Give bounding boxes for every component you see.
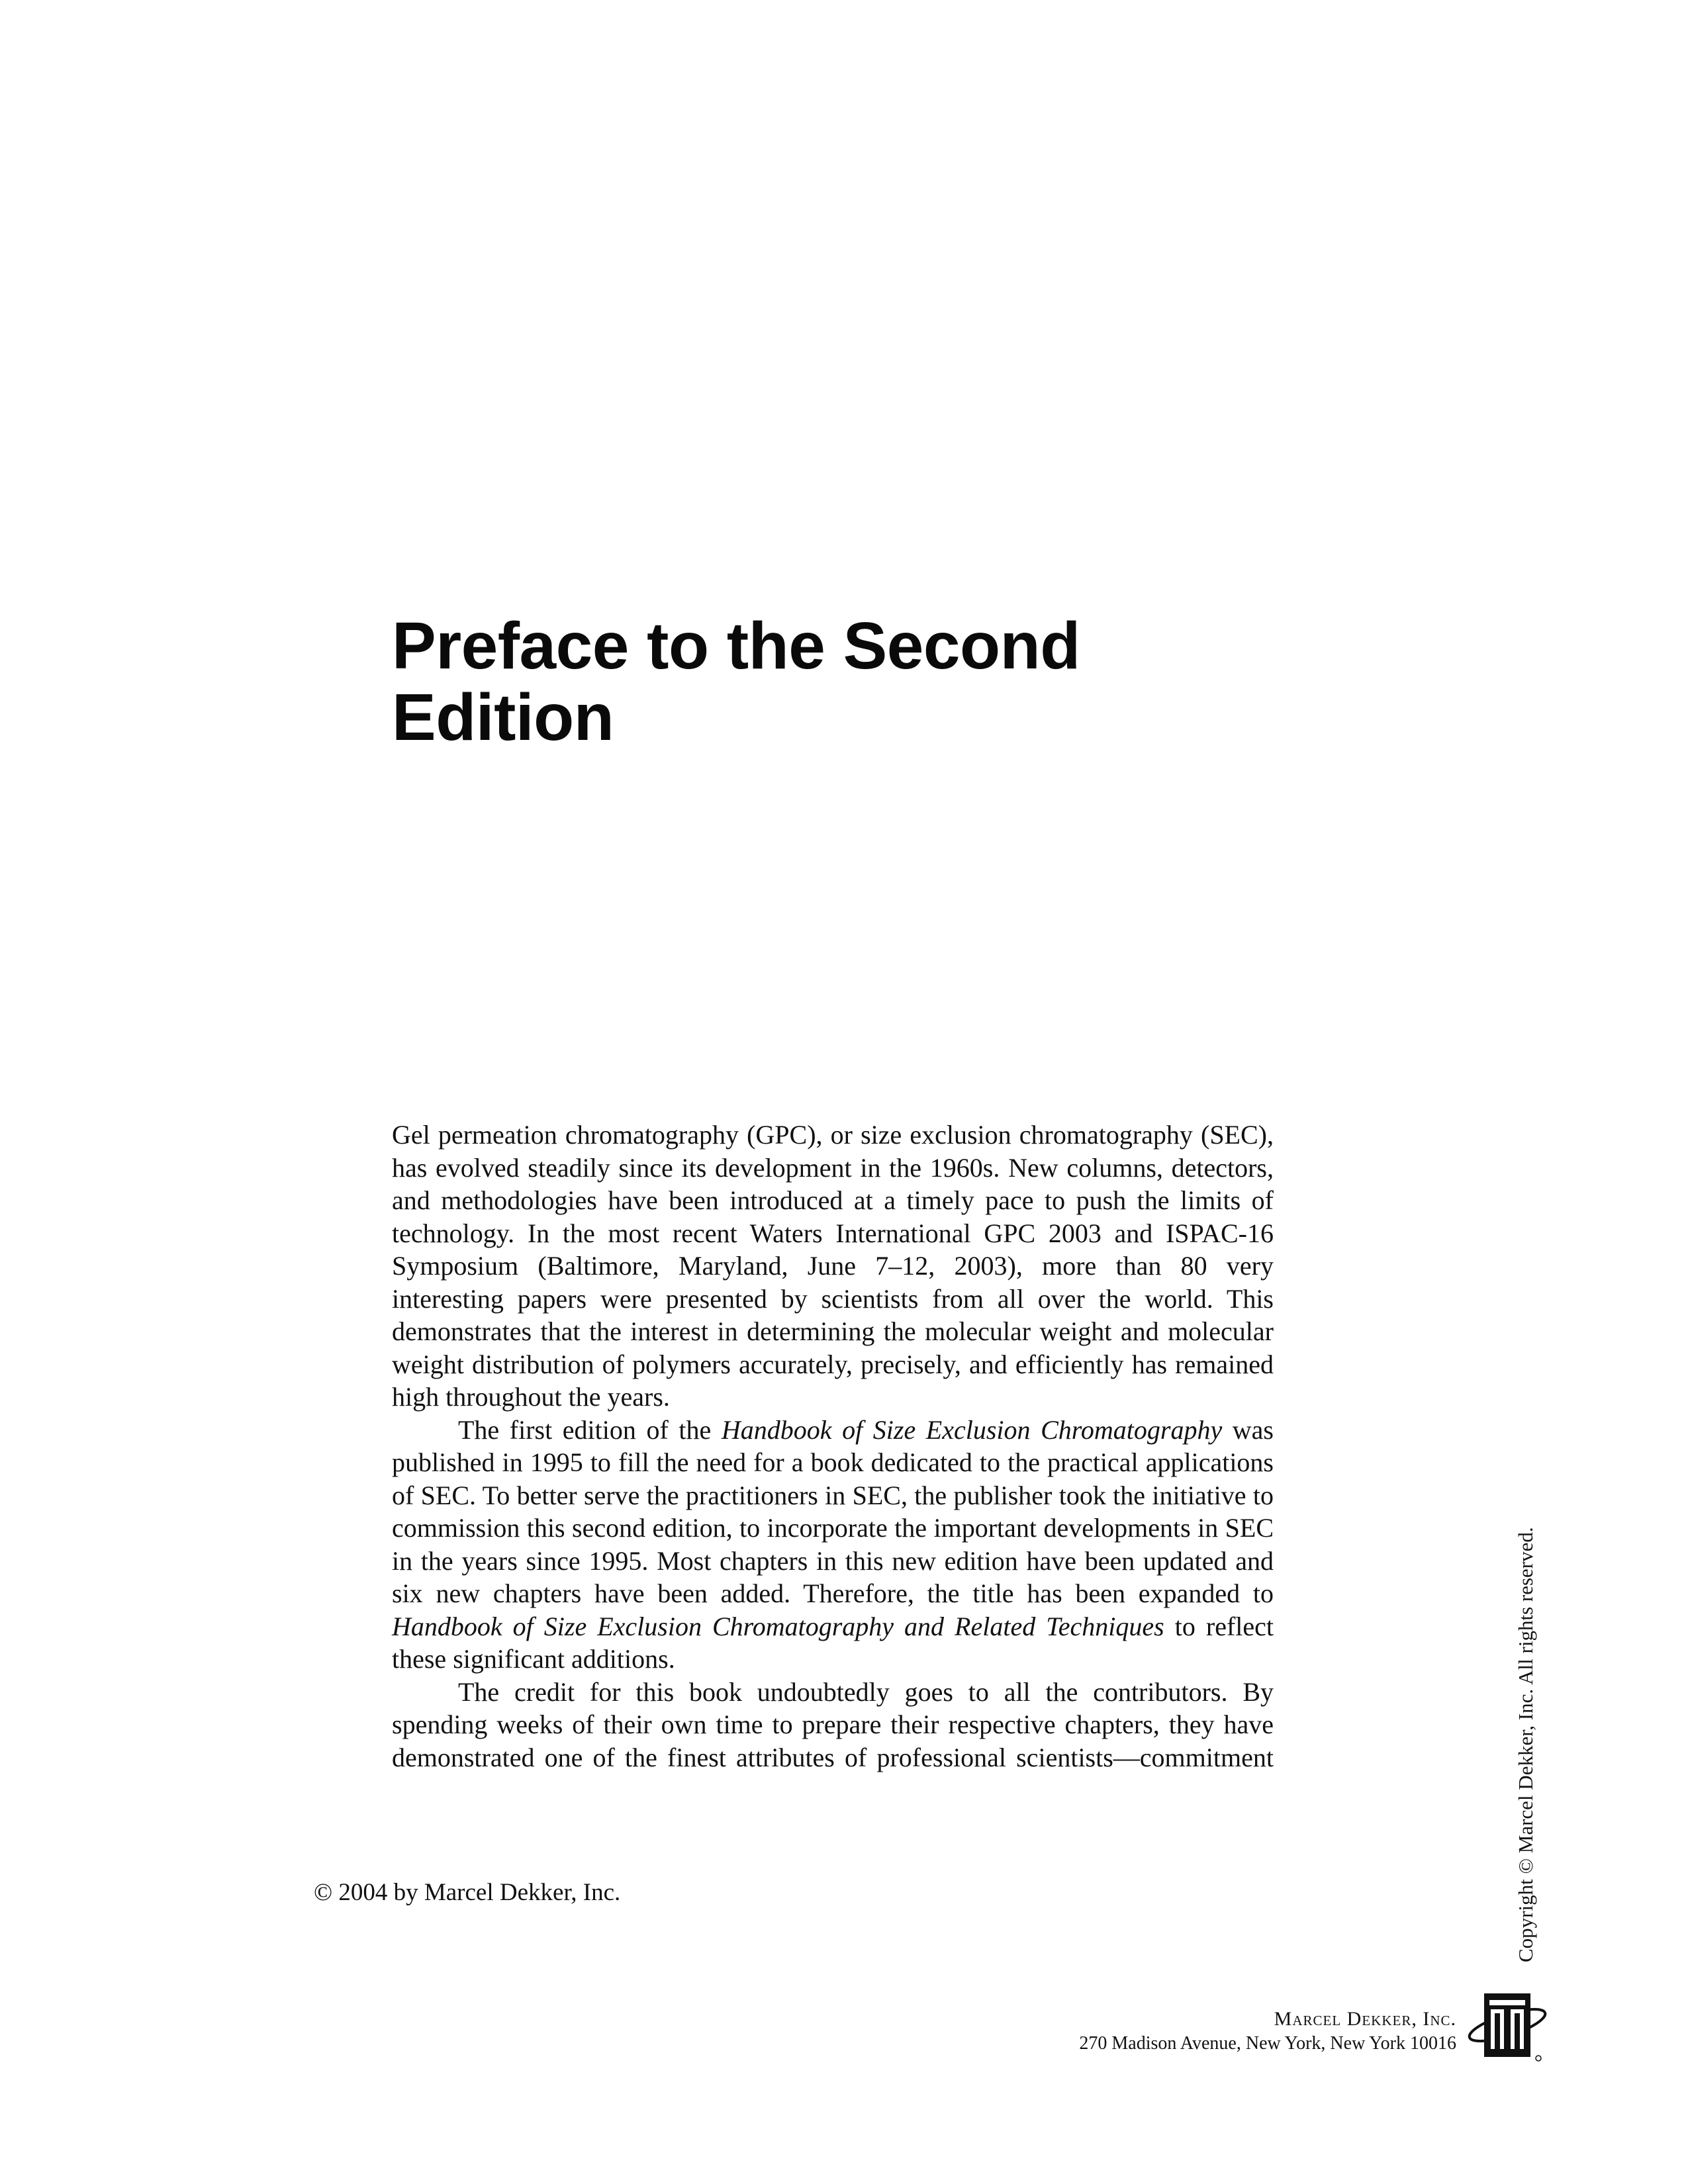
paragraph-2-text-middle: was published in 1995 to fill the need for a book dedicated to the practical applications of SEC. To better serve the practitioners in SEC, the publisher took the initiative to commission this second edition, to incorporate the important developments in SEC in the years since 1995. Most chapters in this new edition have been updated and six new chapters have been added. Therefore, the title has been expanded to [392, 1414, 1274, 1608]
paragraph-2-text-end: to reflect these significant additions. [392, 1611, 1274, 1674]
book-title-first-edition: Handbook of Size Exclusion Chromatography [721, 1414, 1223, 1445]
preface-paragraph-3: The credit for this book undoubtedly goes to all the contributors. By spending weeks of their own time to prepare their respective chapters, they have demonstrated one of the finest attributes of professional scientists—commitment [392, 1676, 1274, 1772]
book-title-second-edition: Handbook of Size Exclusion Chromatography and Related Techniques [392, 1611, 1164, 1641]
preface-paragraph-1: Gel permeation chromatography (GPC), or size exclusion chromatography (SEC), has evolved steadily since its development in the 1960s. New columns, detectors, and methodologies have been introduced at a timely pace to push the limits of technology. In the most recent Waters International GPC 2003 and ISPAC-16 Symposium (Baltimore, Maryland, June 7–12, 2003), more than 80 very interesting papers were presented by scientists from all over the world. This demonstrates that the interest in determining the molecular weight and molecular weight distribution of polymers accurately, precisely, and efficiently has remained high throughout the years. [392, 1120, 1274, 1412]
page-title-line-1: Preface to the Second [392, 609, 1080, 683]
preface-body [392, 1118, 1274, 1774]
copyright-line: © 2004 by Marcel Dekker, Inc. [314, 1879, 621, 1906]
paragraph-2-text-start: The first edition of the [458, 1414, 722, 1445]
vertical-copyright-notice: Copyright © Marcel Dekker, Inc. All rights reserved. [1514, 1527, 1537, 1962]
publisher-imprint [1079, 2007, 1456, 2056]
preface-paragraph-2 [392, 1414, 1274, 1676]
publisher-name: Marcel Dekker, Inc. [1274, 2008, 1456, 2030]
page-title [392, 610, 1385, 753]
publisher-logo-icon [1464, 1980, 1550, 2066]
page-title-line-2: Edition [392, 680, 614, 754]
publisher-address: 270 Madison Avenue, New York, New York 10016 [1079, 2033, 1456, 2054]
